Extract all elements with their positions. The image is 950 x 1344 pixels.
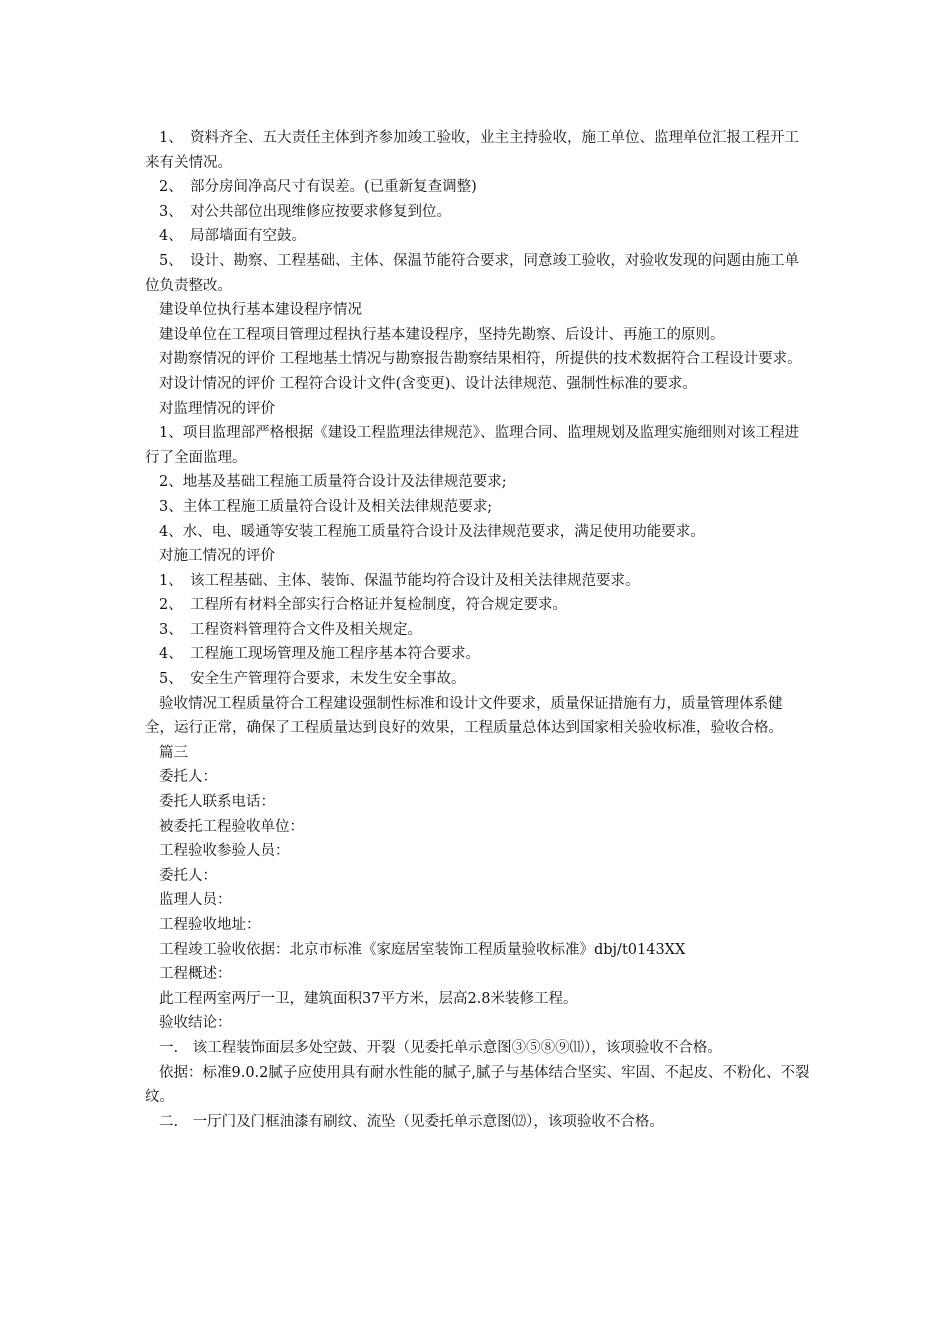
field-client: 委托人： bbox=[159, 769, 217, 786]
document-body bbox=[145, 126, 810, 1134]
field-client-repeat: 委托人： bbox=[159, 867, 217, 884]
supervision-item-3: 3、主体工程施工质量符合设计及相关法律规范要求; bbox=[159, 498, 493, 515]
construction-item-4: 4、 工程施工现场管理及施工程序基本符合要求。 bbox=[159, 646, 480, 663]
construction-item-3: 3、 工程资料管理符合文件及相关规定。 bbox=[159, 621, 422, 638]
construction-item-1: 1、 该工程基础、主体、装饰、保温节能均符合设计及相关法律规范要求。 bbox=[159, 572, 640, 589]
numbered-item-1: 1、 资料齐全、五大责任主体到齐参加竣工验收，业主主持验收，施工单位、监理单位汇报工程开工来有关情况。 bbox=[145, 130, 799, 171]
paragraph-design-evaluation: 对设计情况的评价 工程符合设计文件(含变更)、设计法律规范、强制性标准的要求。 bbox=[159, 375, 697, 392]
paragraph-project-description: 此工程两室两厅一卫，建筑面积37平方米，层高2.8米装修工程。 bbox=[159, 990, 578, 1007]
numbered-item-2: 2、 部分房间净高尺寸有误差。(已重新复查调整) bbox=[159, 179, 477, 196]
section-heading-construction-unit: 建设单位执行基本建设程序情况 bbox=[159, 302, 362, 319]
paragraph-acceptance-summary: 验收情况工程质量符合工程建设强制性标准和设计文件要求，质量保证措施有力，质量管理体系健全，运行正常，确保了工程质量达到良好的效果，工程质量总体达到国家相关验收标准，验收合格。 bbox=[145, 695, 783, 737]
field-inspection-address: 工程验收地址： bbox=[159, 917, 261, 933]
supervision-item-4: 4、水、电、暖通等安装工程施工质量符合设计及法律规范要求，满足使用功能要求。 bbox=[159, 523, 705, 540]
section-heading-supervision: 对监理情况的评价 bbox=[159, 400, 275, 417]
numbered-item-4: 4、 局部墙面有空鼓。 bbox=[159, 228, 306, 245]
conclusion-item-2: 二. 一厅门及门框油漆有刷纹、流坠（见委托单示意图⑿），该项验收不合格。 bbox=[159, 1113, 664, 1130]
construction-item-5: 5、 安全生产管理符合要求，未发生安全事故。 bbox=[159, 671, 466, 688]
section-heading-part-three: 篇三 bbox=[159, 744, 188, 761]
supervision-item-2: 2、地基及基础工程施工质量符合设计及法律规范要求; bbox=[159, 474, 507, 491]
field-supervisor: 监理人员： bbox=[159, 892, 232, 909]
conclusion-basis: 依据：标准9.0.2腻子应使用具有耐水性能的腻子,腻子与基体结合坚实、牢固、不起皮、不粉化、不裂纹。 bbox=[145, 1064, 810, 1106]
section-heading-construction: 对施工情况的评价 bbox=[159, 548, 275, 565]
field-client-phone: 委托人联系电话： bbox=[159, 794, 275, 811]
field-commissioned-unit: 被委托工程验收单位： bbox=[159, 818, 304, 835]
paragraph-survey-evaluation: 对勘察情况的评价 工程地基土情况与勘察报告勘察结果相符，所提供的技术数据符合工程设计要求。 bbox=[159, 351, 802, 368]
field-inspection-personnel: 工程验收参验人员： bbox=[159, 843, 290, 860]
field-project-overview: 工程概述： bbox=[159, 966, 232, 983]
conclusion-item-1: 一. 该工程装饰面层多处空鼓、开裂（见委托单示意图③⑤⑧⑨⑾），该项验收不合格。 bbox=[159, 1039, 722, 1056]
field-acceptance-basis: 工程竣工验收依据：北京市标准《家庭居室装饰工程质量验收标准》dbj/t0143XX bbox=[159, 941, 686, 958]
field-conclusion: 验收结论： bbox=[159, 1015, 232, 1032]
construction-item-2: 2、 工程所有材料全部实行合格证并复检制度，符合规定要求。 bbox=[159, 597, 567, 614]
paragraph-construction-unit: 建设单位在工程项目管理过程执行基本建设程序，坚持先勘察、后设计、再施工的原则。 bbox=[159, 326, 725, 343]
numbered-item-5: 5、 设计、勘察、工程基础、主体、保温节能符合要求，同意竣工验收，对验收发现的问题由施工单位负责整改。 bbox=[145, 252, 799, 294]
numbered-item-3: 3、 对公共部位出现维修应按要求修复到位。 bbox=[159, 203, 451, 220]
supervision-item-1: 1、项目监理部严格根据《建设工程监理法律规范》、监理合同、监理规划及监理实施细则对该工程进行了全面监理。 bbox=[145, 425, 799, 466]
